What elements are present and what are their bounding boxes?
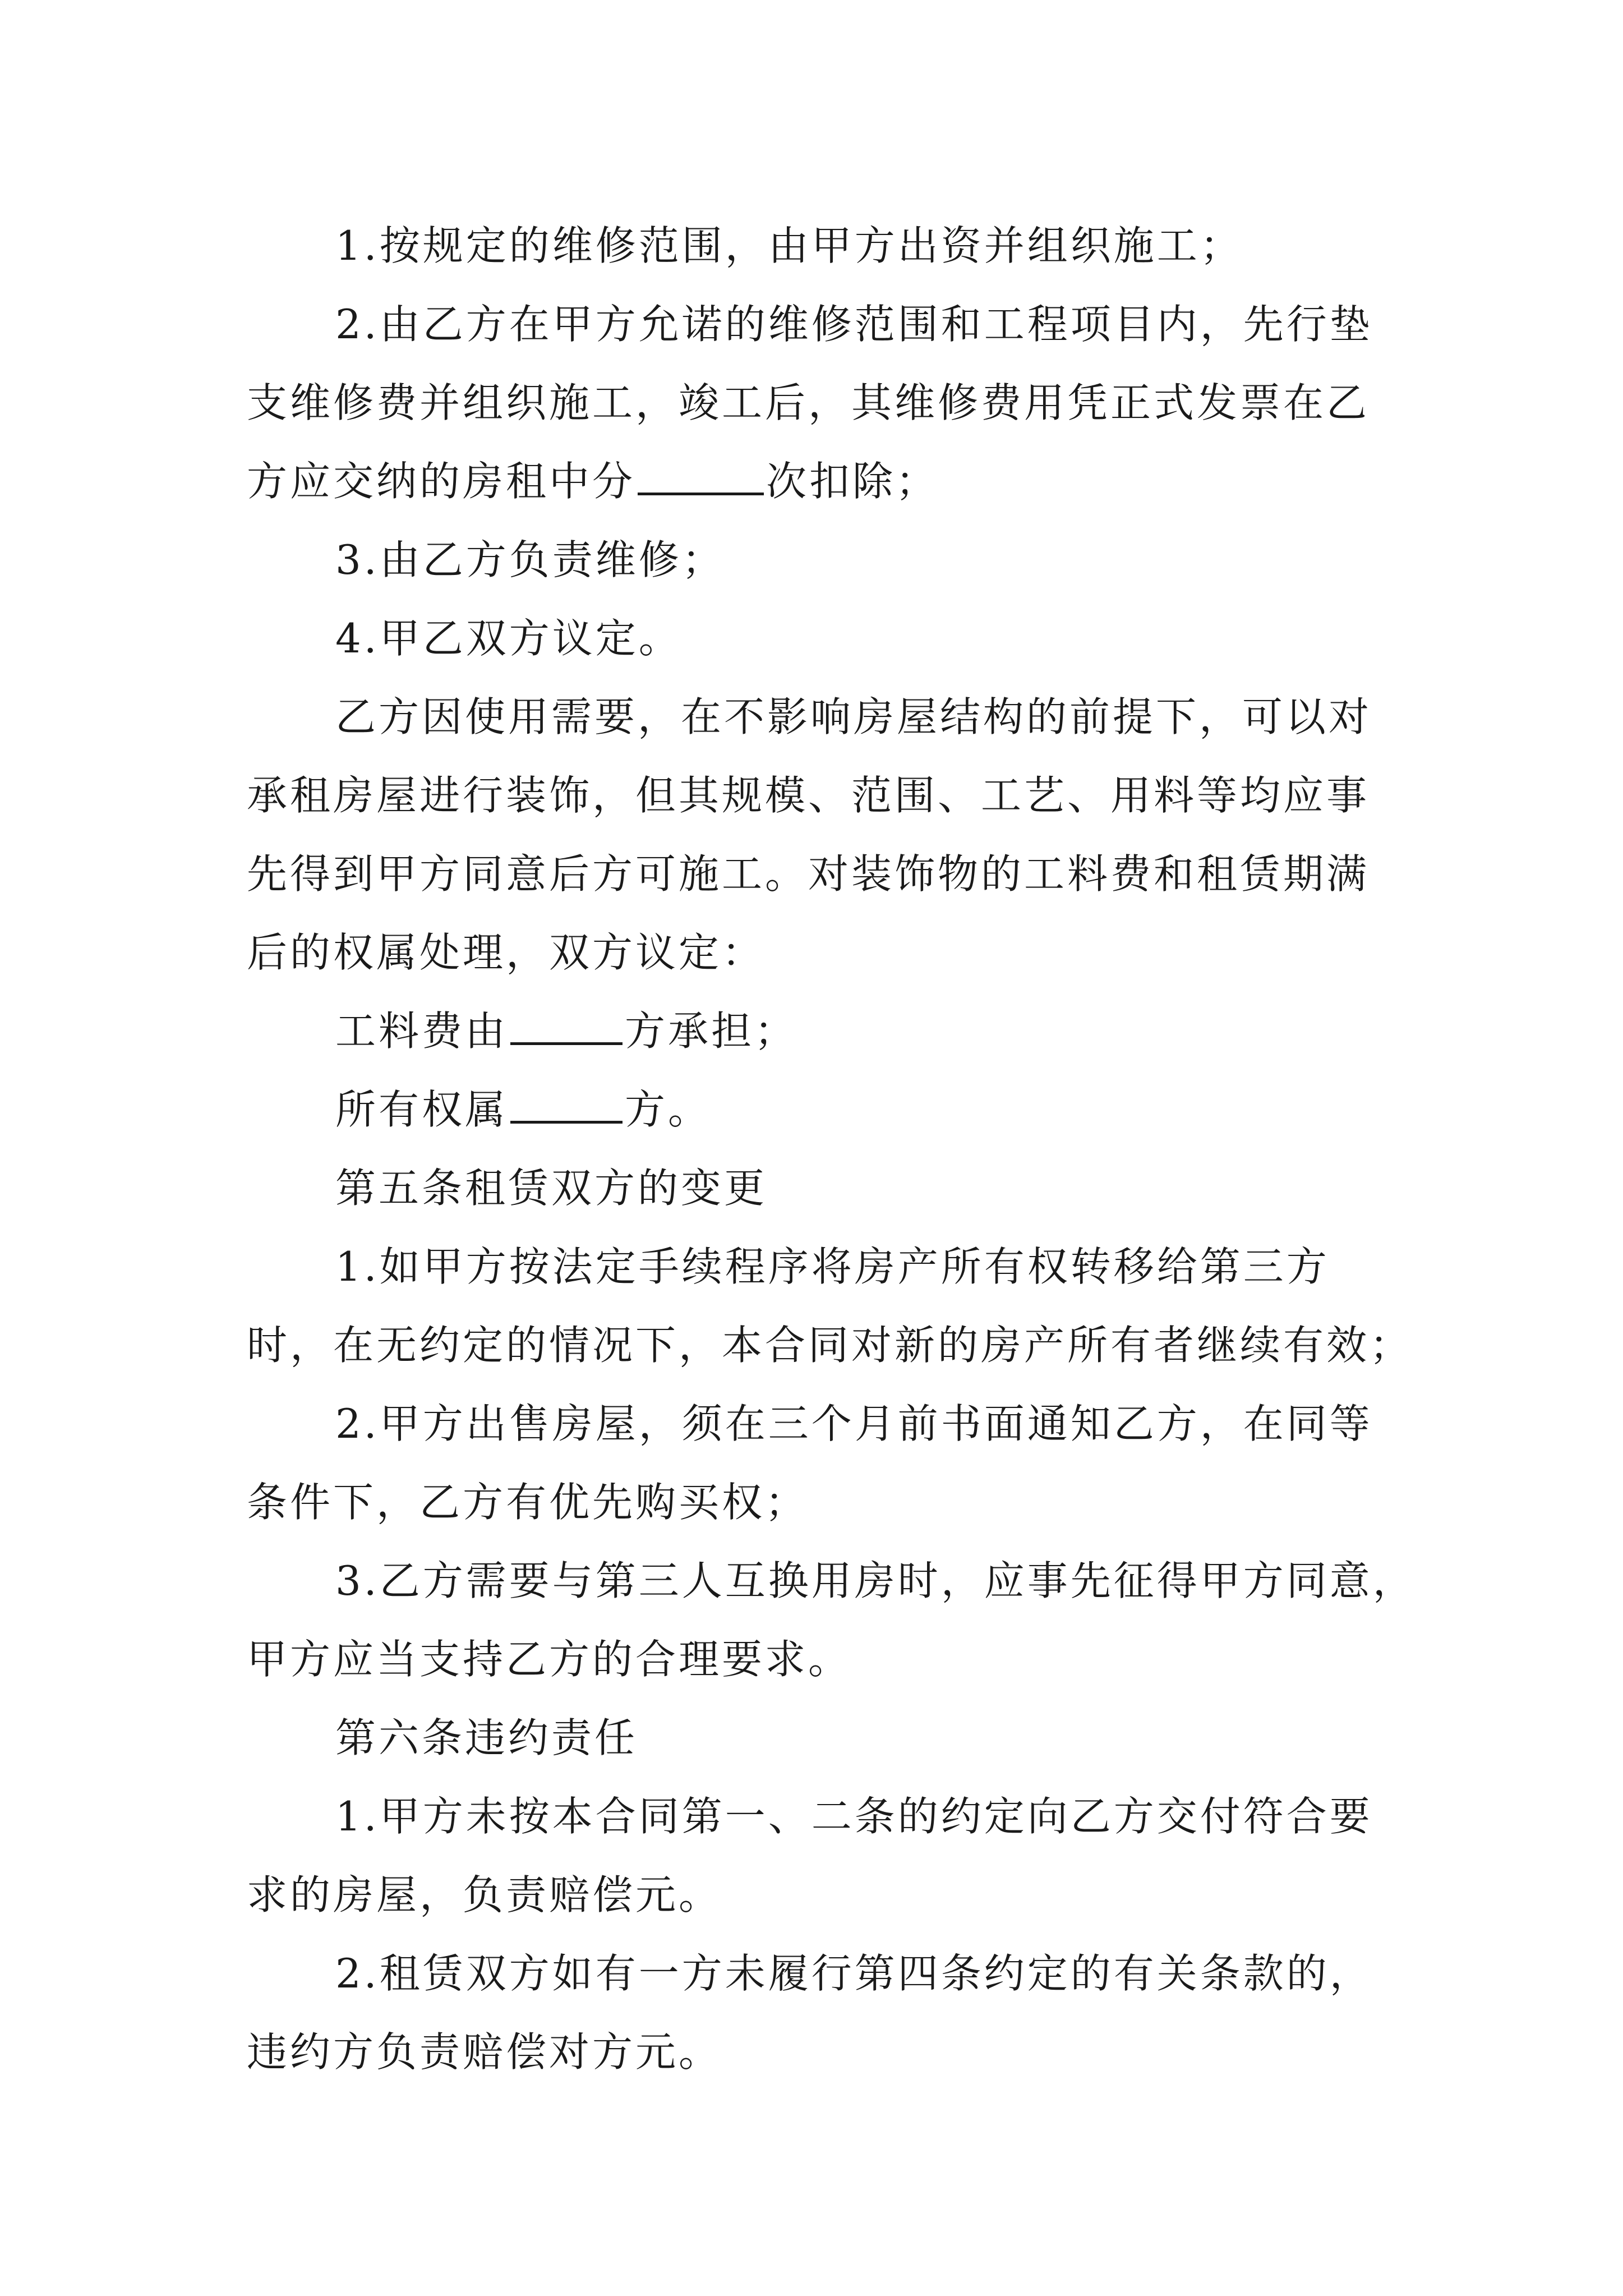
fill-in-blank — [510, 1009, 623, 1045]
line-text: 后的权属处理，双方议定： — [247, 929, 766, 976]
line-text: 4.甲乙双方议定。 — [335, 615, 682, 662]
text-line — [335, 683, 1372, 751]
text-line — [335, 1390, 1373, 1457]
line-text: 乙方因使用需要，在不影响房屋结构的前提下，可以对 — [335, 693, 1372, 740]
line-text: 2.甲方出售房屋，须在三个月前书面通知乙方，在同等 — [335, 1400, 1373, 1447]
line-text: 第五条租赁双方的变更 — [335, 1165, 768, 1212]
line-text: 方承担； — [625, 1007, 798, 1055]
section-heading — [335, 1704, 638, 1772]
line-text: 时，在无约定的情况下，本合同对新的房产所有者继续有效； — [247, 1322, 1413, 1369]
text-line — [335, 1940, 1373, 2007]
text-line — [335, 1076, 711, 1143]
line-text: 3.由乙方负责维修； — [335, 536, 725, 583]
line-text: 所有权属 — [335, 1086, 509, 1133]
text-line — [247, 762, 1370, 829]
line-text: 工料费由 — [335, 1007, 509, 1055]
text-line — [247, 2018, 722, 2086]
line-text: 1.甲方未按本合同第一、二条的约定向乙方交付符合要 — [335, 1793, 1373, 1840]
text-line — [247, 369, 1370, 436]
line-text: 先得到甲方同意后方可施工。对装饰物的工料费和租赁期满 — [247, 850, 1370, 898]
text-line — [335, 1783, 1373, 1850]
text-line — [335, 997, 797, 1065]
line-text: 方。 — [625, 1086, 712, 1133]
text-line — [335, 526, 725, 593]
fill-in-blank — [638, 459, 764, 495]
text-line — [247, 1469, 808, 1536]
text-line — [335, 605, 682, 672]
text-line — [335, 291, 1373, 358]
fill-in-blank — [510, 1087, 623, 1124]
line-text: 2.租赁双方如有一方未履行第四条约定的有关条款的， — [335, 1950, 1373, 1997]
line-text: 2.由乙方在甲方允诺的维修范围和工程项目内，先行垫 — [335, 301, 1373, 348]
line-text: 1.按规定的维修范围，由甲方出资并组织施工； — [335, 222, 1243, 269]
line-text: 违约方负责赔偿对方元。 — [247, 2028, 722, 2076]
line-text: 第六条违约责任 — [335, 1714, 638, 1761]
text-line — [247, 1312, 1413, 1379]
section-heading — [335, 1154, 767, 1222]
line-text: 承租房屋进行装饰，但其规模、范围、工艺、用料等均应事 — [247, 772, 1370, 819]
text-line — [247, 448, 939, 515]
line-text: 3.乙方需要与第三人互换用房时，应事先征得甲方同意， — [335, 1557, 1416, 1604]
line-text: 1.如甲方按法定手续程序将房产所有权转移给第三方 — [335, 1243, 1330, 1290]
text-line — [335, 212, 1243, 279]
line-text: 条件下，乙方有优先购买权； — [247, 1479, 809, 1526]
text-line — [247, 1861, 722, 1929]
line-text: 甲方应当支持乙方的合理要求。 — [247, 1636, 852, 1683]
text-line — [247, 840, 1370, 908]
line-text: 次扣除； — [766, 458, 939, 505]
line-text: 支维修费并组织施工，竣工后，其维修费用凭正式发票在乙 — [247, 379, 1370, 426]
line-text: 方应交纳的房租中分 — [247, 458, 636, 505]
text-line — [247, 1626, 851, 1693]
line-text: 求的房屋，负责赔偿元。 — [247, 1871, 722, 1918]
text-line — [247, 919, 765, 986]
text-line — [335, 1547, 1416, 1614]
text-line — [335, 1233, 1330, 1300]
